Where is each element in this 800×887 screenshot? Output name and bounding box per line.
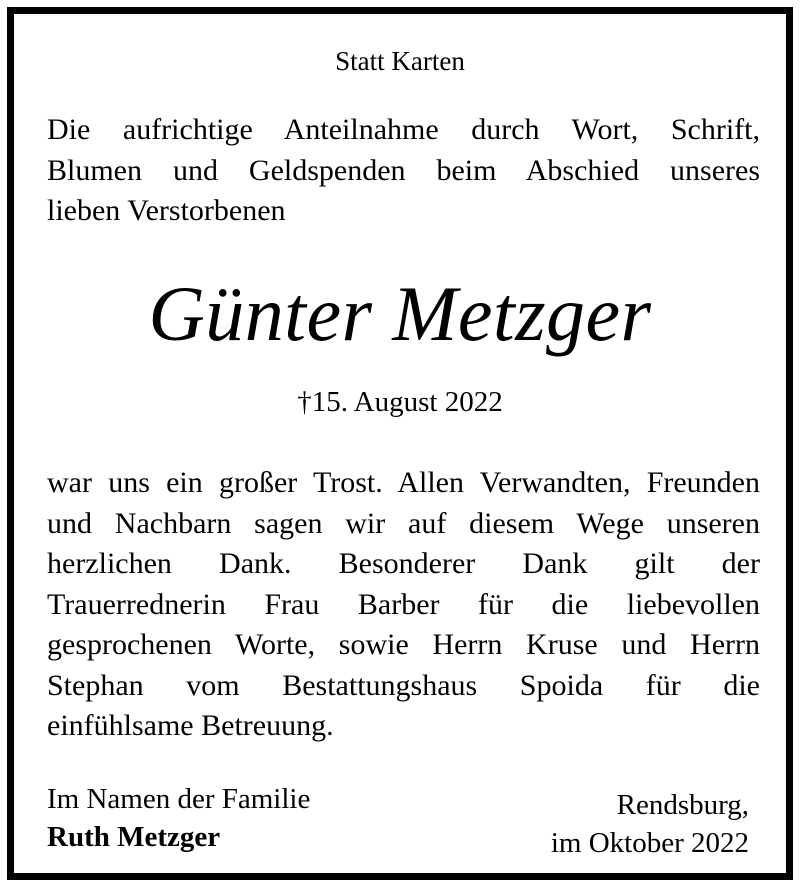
thanks-line: herzlichen Dank. Besonderer Dank gilt der [47,547,760,580]
notice-content [14,14,786,873]
intro-paragraph [47,110,760,232]
place-text: Rendsburg, [616,789,749,821]
family-signature [47,780,310,856]
notice-header: Statt Karten [335,46,465,76]
deceased-name: Günter Metzger [148,270,652,357]
signature-date: im Oktober 2022 [550,827,749,859]
notice-frame [7,7,793,880]
thanks-line: gesprochenen Worte, sowie Herrn Kruse und Herrn [47,628,760,661]
thanks-line: einfühlsame Betreuung. [47,709,334,742]
intro-line: Die aufrichtige Anteilnahme durch Wort, Schrift, [47,113,760,146]
thanks-line: Trauerrednerin Frau Barber für die liebevollen [47,587,760,621]
thanks-line: und Nachbarn sagen wir auf diesem Wege unseren [47,506,760,540]
thanks-line: Stephan vom Bestattungshaus Spoida für die [47,668,760,702]
signer-name: Ruth Metzger [47,821,221,853]
on-behalf-text: Im Namen der Familie [47,783,311,815]
thanks-paragraph [47,463,760,747]
intro-line: lieben Verstorbenen [47,194,286,227]
intro-line: Blumen und Geldspenden beim Abschied unseres [47,153,760,187]
place-date-block [551,786,749,862]
thanks-line: war uns ein großer Trost. Allen Verwandten, Freunden [47,466,760,499]
death-date: †15. August 2022 [297,386,503,418]
